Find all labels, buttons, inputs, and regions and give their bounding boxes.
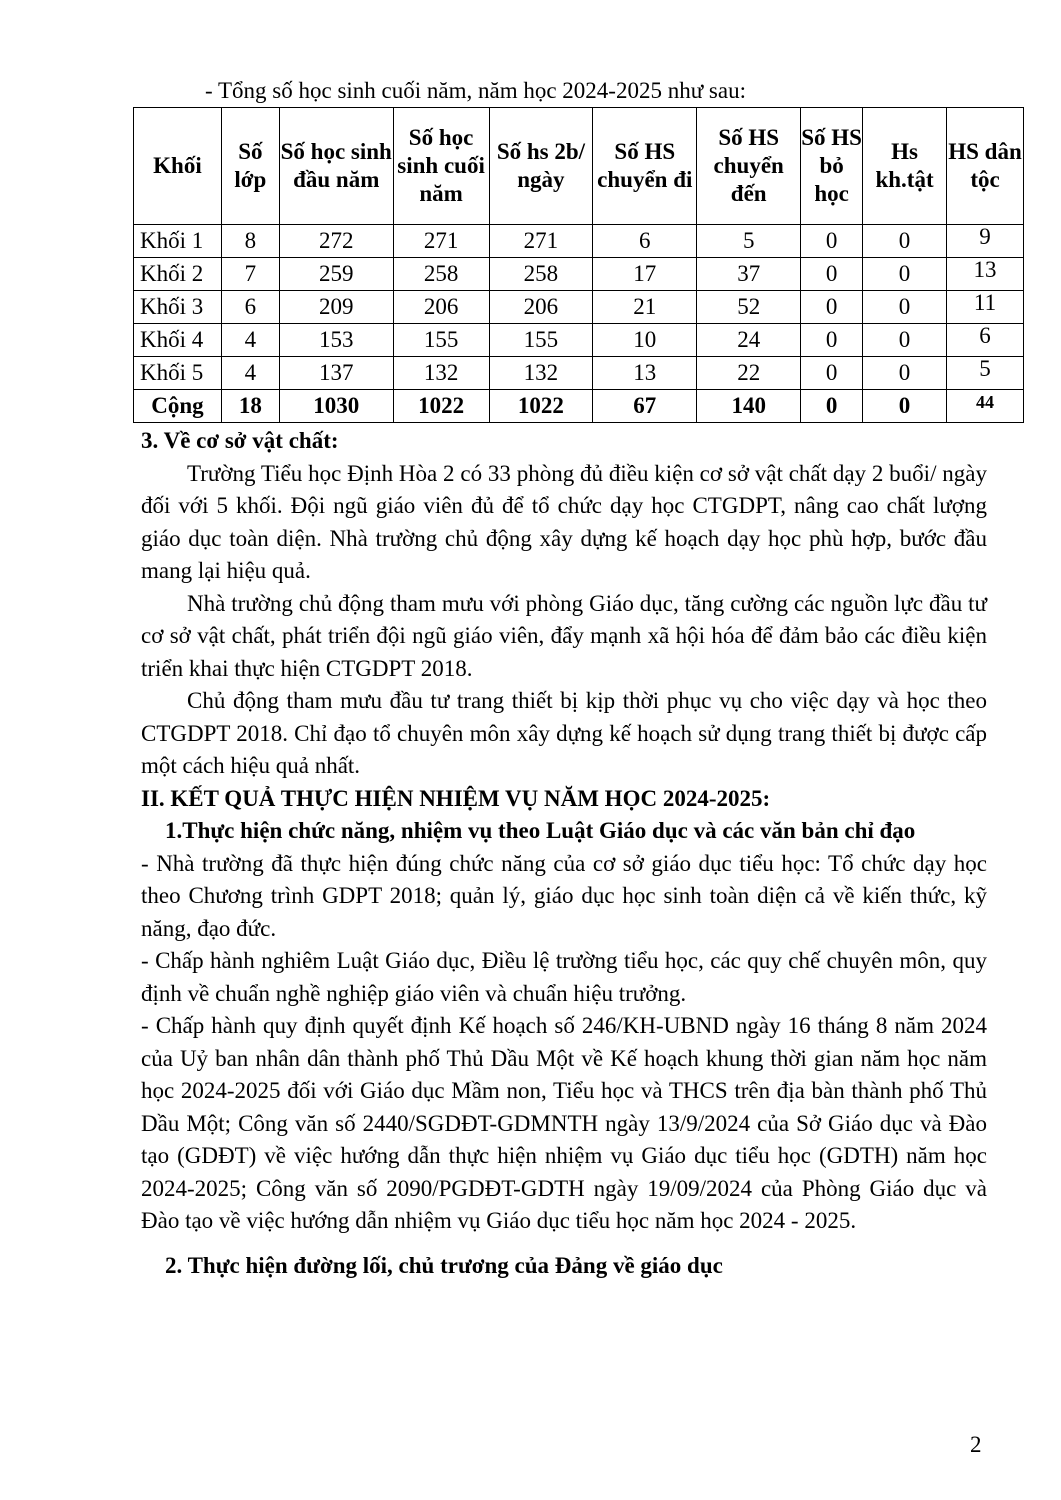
header-cell: Số lớp [221,108,279,225]
table-cell: 0 [801,291,863,324]
table-intro: - Tổng số học sinh cuối năm, năm học 2024-2025 như sau: [205,78,746,103]
table-cell: 0 [863,390,947,423]
table-cell: 67 [593,390,697,423]
table-cell: 206 [489,291,593,324]
table-cell: 44 [947,390,1024,423]
document-body [141,425,987,1282]
bullet-paragraph: - Chấp hành nghiêm Luật Giáo dục, Điều lệ trường tiểu học, các quy chế chuyên môn, quy định về chuẩn nghề nghiệp giáo viên và chuẩn hiệu trưởng. [141,948,987,1006]
subsection-heading: 1.Thực hiện chức năng, nhiệm vụ theo Luật Giáo dục và các văn bản chỉ đạo [165,818,916,843]
table-cell: 18 [221,390,279,423]
table-cell: 9 [947,225,1024,258]
header-cell: Khối [134,108,222,225]
table-cell: 17 [593,258,697,291]
table-cell: 137 [279,357,393,390]
table-cell: 209 [279,291,393,324]
table-row [134,291,1024,324]
header-cell: Số HS chuyển đi [593,108,697,225]
table-cell: 0 [863,291,947,324]
table-cell: 13 [947,258,1024,291]
table-cell: 153 [279,324,393,357]
table-cell: 0 [801,390,863,423]
table-total-row [134,390,1024,423]
table-cell: 13 [593,357,697,390]
table-cell: 206 [393,291,489,324]
header-cell: Số HS chuyển đến [697,108,801,225]
table-cell: Khối 2 [134,258,222,291]
table-cell: 4 [221,324,279,357]
table-cell: 5 [697,225,801,258]
table-cell: 0 [863,357,947,390]
table-cell: 271 [393,225,489,258]
table-cell: 24 [697,324,801,357]
table-cell: 11 [947,291,1024,324]
table-cell: 0 [863,258,947,291]
table-cell: Khối 1 [134,225,222,258]
table-cell: 21 [593,291,697,324]
table-cell: 155 [489,324,593,357]
table-cell: 0 [801,225,863,258]
table-cell: 0 [863,324,947,357]
bullet-paragraph: - Chấp hành quy định quyết định Kế hoạch số 246/KH-UBND ngày 16 tháng 8 năm 2024 của Uỷ ban nhân dân thành phố Thủ Dầu Một về Kế hoạch khung thời gian năm học năm học 2024-2025 đối với Giáo dục Mầm non, Tiểu học và THCS trên địa bàn thành phố Thủ Dầu Một; Công văn số 2440/SGDĐT-GDMNTH ngày 13/9/2024 của Sở Giáo dục và Đào tạo (GDĐT) về việc hướng dẫn thực hiện nhiệm vụ Giáo dục tiểu học (GDTH) năm học 2024-2025; Công văn số 2090/PGDĐT-GDTH ngày 19/09/2024 của Phòng Giáo dục và Đào tạo về việc hướng dẫn nhiệm vụ Giáo dục tiểu học năm học 2024 - 2025. [141,1013,987,1233]
table-cell: 132 [489,357,593,390]
table-cell: Khối 4 [134,324,222,357]
table-cell: 10 [593,324,697,357]
header-cell: HS dân tộc [947,108,1024,225]
bullet-paragraph: - Nhà trường đã thực hiện đúng chức năng của cơ sở giáo dục tiểu học: Tổ chức dạy học theo Chương trình GDPT 2018; quản lý, giáo dục học sinh toàn diện cả về kiến thức, kỹ năng, đạo đức. [141,850,987,941]
table-cell: 259 [279,258,393,291]
page-number: 2 [970,1432,982,1457]
table-cell: 0 [863,225,947,258]
header-cell: Số HS bỏ học [801,108,863,225]
table-cell: 0 [801,258,863,291]
table-cell: 155 [393,324,489,357]
table-cell: 6 [947,324,1024,357]
table-cell: 1022 [489,390,593,423]
subsection-heading: 2. Thực hiện đường lối, chủ trương của Đảng về giáo dục [165,1252,723,1278]
table-cell: 22 [697,357,801,390]
table-cell: 1022 [393,390,489,423]
table-cell: 1030 [279,390,393,423]
section-heading: 3. Về cơ sở vật chất: [141,428,339,453]
table-cell: 6 [593,225,697,258]
paragraph: Trường Tiểu học Định Hòa 2 có 33 phòng đủ điều kiện cơ sở vật chất dạy 2 buổi/ ngày đối với 5 khối. Đội ngũ giáo viên đủ để tổ chức dạy học CTGDPT, nâng cao chất lượng giáo dục toàn diện. Nhà trường chủ động xây dựng kế hoạch dạy học phù hợp, bước đầu mang lại hiệu quả. [141,460,987,583]
table-row [134,225,1024,258]
header-cell: Số học sinh đầu năm [279,108,393,225]
table-cell: Khối 5 [134,357,222,390]
table-cell: 0 [801,357,863,390]
header-cell: Hs kh.tật [863,108,947,225]
table-row [134,324,1024,357]
table-row [134,258,1024,291]
table-cell: 271 [489,225,593,258]
table-cell: 6 [221,291,279,324]
header-cell: Số hs 2b/ ngày [489,108,593,225]
table-cell: 0 [801,324,863,357]
section-heading: II. KẾT QUẢ THỰC HIỆN NHIỆM VỤ NĂM HỌC 2024-2025: [141,785,771,811]
table-cell: 5 [947,357,1024,390]
table-cell: 258 [489,258,593,291]
table-cell: 8 [221,225,279,258]
paragraph: Nhà trường chủ động tham mưu với phòng Giáo dục, tăng cường các nguồn lực đầu tư cơ sở vật chất, phát triển đội ngũ giáo viên, đẩy mạnh xã hội hóa để đảm bảo các điều kiện triển khai thực hiện CTGDPT 2018. [141,590,987,681]
table-cell: 7 [221,258,279,291]
table-cell: 4 [221,357,279,390]
table-cell: Cộng [134,390,222,423]
paragraph: Chủ động tham mưu đầu tư trang thiết bị kịp thời phục vụ cho việc dạy và học theo CTGDPT 2018. Chỉ đạo tổ chuyên môn xây dựng kế hoạch sử dụng trang thiết bị được cấp một cách hiệu quả nhất. [141,688,987,778]
table-row [134,357,1024,390]
table-cell: 52 [697,291,801,324]
table-cell: Khối 3 [134,291,222,324]
table-cell: 37 [697,258,801,291]
table-cell: 132 [393,357,489,390]
table-cell: 272 [279,225,393,258]
student-stats-table [133,107,1024,423]
table-cell: 258 [393,258,489,291]
header-cell: Số học sinh cuối năm [393,108,489,225]
table-header-row [134,108,1024,225]
table-cell: 140 [697,390,801,423]
